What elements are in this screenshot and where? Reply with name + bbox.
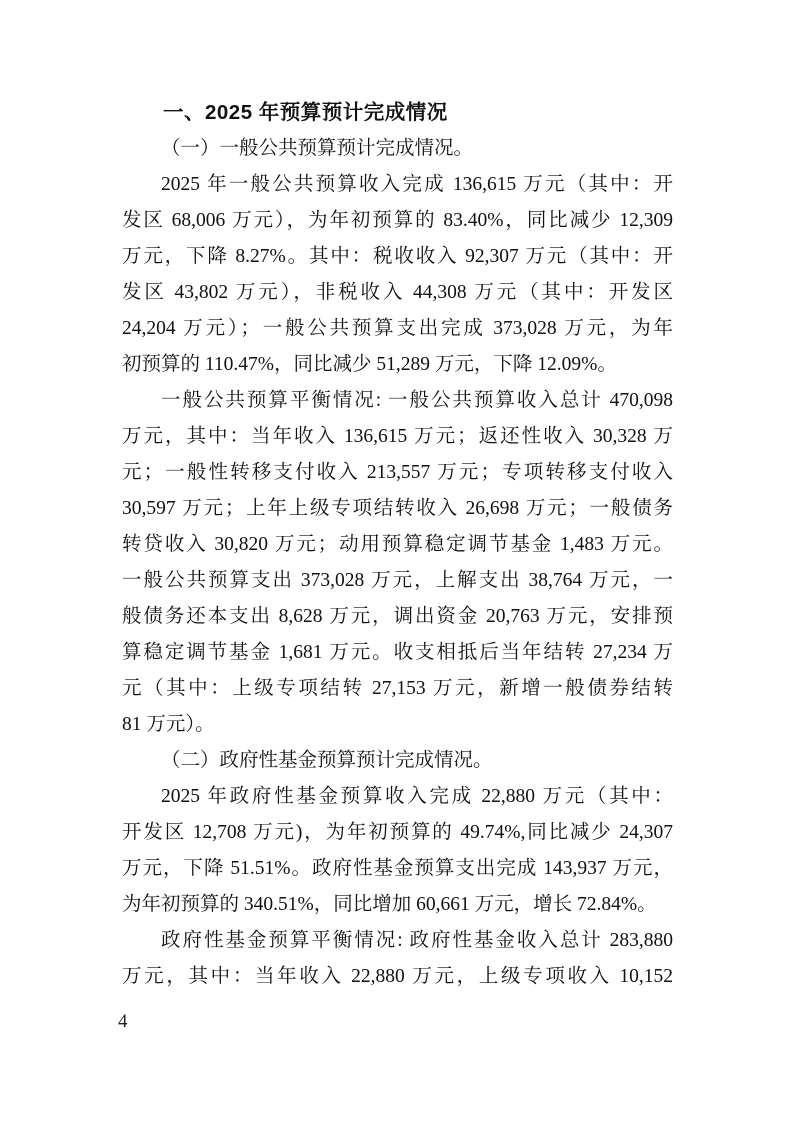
text-line: 开发区 12,708 万元)，为年初预算的 49.74%,同比减少 24,307 [122,822,673,843]
text-line: 一般公共预算平衡情况: 一般公共预算收入总计 470,098 [161,390,673,411]
text-line: 发区 68,006 万元），为年初预算的 83.40%，同比减少 12,309 [122,210,673,231]
text-line: 万元，下降 8.27%。其中：税收收入 92,307 万元（其中：开 [122,246,673,267]
text-line: 为年初预算的 340.51%，同比增加 60,661 万元，增长 72.84%。 [122,894,657,915]
text-line: 般债务还本支出 8,628 万元，调出资金 20,763 万元，安排预 [122,606,673,627]
text-line: 一般公共预算支出 373,028 万元，上解支出 38,764 万元，一 [122,570,673,591]
text-line: 2025 年一般公共预算收入完成 136,615 万元（其中：开 [161,174,673,195]
text-line: 政府性基金预算平衡情况: 政府性基金收入总计 283,880 [161,930,673,951]
text-line: 万元，其中：当年收入 136,615 万元；返还性收入 30,328 万 [122,426,673,447]
section-heading: 一、2025 年预算预计完成情况 [163,101,448,124]
text-line: 元（其中：上级专项结转 27,153 万元，新增一般债券结转 [122,678,673,699]
subsection-heading-2: （二）政府性基金预算预计完成情况。 [161,750,493,771]
text-line: 81 万元）。 [122,714,215,735]
text-line: 初预算的 110.47%，同比减少 51,289 万元，下降 12.09%。 [122,354,617,375]
text-line: 万元，其中：当年收入 22,880 万元，上级专项收入 10,152 [122,966,673,987]
text-line: 30,597 万元；上年上级专项结转收入 26,698 万元；一般债务 [122,498,673,519]
text-line: 24,204 万元）；一般公共预算支出完成 373,028 万元，为年 [122,318,673,339]
text-line: 元；一般性转移支付收入 213,557 万元；专项转移支付收入 [122,462,673,483]
page-number: 4 [118,1011,128,1032]
text-line: 万元，下降 51.51%。政府性基金预算支出完成 143,937 万元， [122,858,673,879]
text-line: 转贷收入 30,820 万元；动用预算稳定调节基金 1,483 万元。 [122,534,673,555]
text-line: 算稳定调节基金 1,681 万元。收支相抵后当年结转 27,234 万 [122,642,673,663]
document-body [122,95,673,995]
text-line: 发区 43,802 万元），非税收入 44,308 万元（其中：开发区 [122,282,673,303]
subsection-heading-1: （一）一般公共预算预计完成情况。 [161,138,474,159]
text-line: 2025 年政府性基金预算收入完成 22,880 万元（其中： [161,786,673,807]
